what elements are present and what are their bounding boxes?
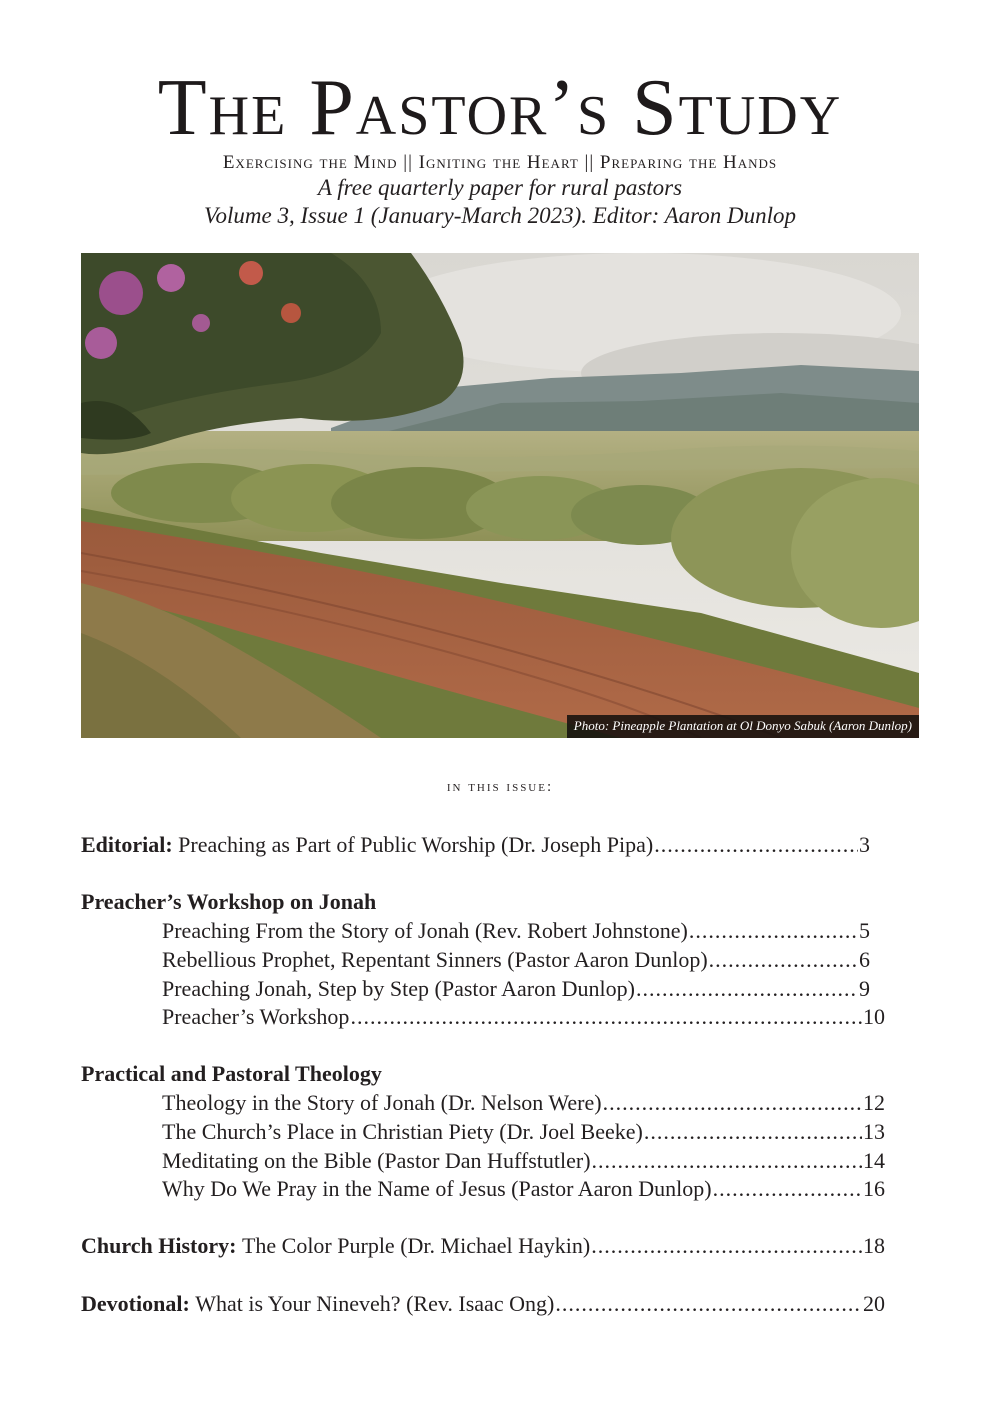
dot-leader [603,1089,862,1117]
toc-title: Rebellious Prophet, Repentant Sinners (Pastor Aaron Dunlop) [162,947,708,972]
toc-page-number: 16 [863,1176,885,1201]
dot-leader [654,831,858,859]
landscape-illustration [81,253,919,738]
section-heading-workshop: Preacher’s Workshop on Jonah [81,889,377,914]
toc-page-number: 13 [863,1119,885,1144]
toc-title: What is Your Nineveh? (Rev. Isaac Ong) [195,1291,555,1316]
toc-entry[interactable] [162,1147,885,1175]
toc-entry[interactable] [162,917,870,945]
photo-caption: Photo: Pineapple Plantation at Ol Donyo Sabuk (Aaron Dunlop) [567,715,919,738]
toc-entry[interactable] [162,1175,885,1203]
toc-page-number: 3 [859,832,870,857]
publication-tagline: Exercising the Mind || Igniting the Heart || Preparing the Hands [222,152,778,173]
toc-page-number: 18 [863,1233,885,1258]
toc-entry[interactable] [162,1118,885,1146]
dot-leader [713,1175,862,1203]
publication-title: The Pastor’s Study [157,64,843,152]
toc-entry[interactable] [162,1003,885,1031]
issue-info: Volume 3, Issue 1 (January-March 2023). Editor: Aaron Dunlop [204,203,796,228]
toc-page-number: 9 [859,976,870,1001]
section-heading-practical: Practical and Pastoral Theology [81,1061,382,1086]
toc-entry[interactable] [162,975,870,1003]
toc-title: Preacher’s Workshop [162,1004,350,1029]
toc-title: The Color Purple (Dr. Michael Haykin) [241,1233,591,1258]
dot-leader [555,1290,862,1318]
toc-page-number: 5 [859,918,870,943]
in-this-issue-heading: in this issue: [446,779,554,795]
masthead [0,66,1000,230]
toc-entry-church-history[interactable] [81,1232,885,1260]
toc-entry[interactable] [162,1089,885,1117]
toc-entry-devotional[interactable] [81,1290,885,1318]
toc-page-number: 14 [863,1148,885,1173]
toc-label: Devotional: [81,1291,190,1316]
toc-entry-editorial[interactable] [81,831,870,859]
toc-entry[interactable] [162,946,870,974]
dot-leader [591,1232,862,1260]
dot-leader [709,946,858,974]
toc-label: Editorial: [81,832,173,857]
toc-title: Theology in the Story of Jonah (Dr. Nelson Were) [162,1090,602,1115]
dot-leader [644,1118,862,1146]
cover-photo [81,253,919,738]
dot-leader [592,1147,862,1175]
dot-leader [350,1003,862,1031]
dot-leader [689,917,858,945]
toc-title: Why Do We Pray in the Name of Jesus (Pastor Aaron Dunlop) [162,1176,712,1201]
toc-title: Meditating on the Bible (Pastor Dan Huffstutler) [162,1148,591,1173]
toc-title: Preaching From the Story of Jonah (Rev. Robert Johnstone) [162,918,688,943]
toc-page-number: 6 [859,947,870,972]
toc-page-number: 10 [863,1004,885,1029]
publication-subtitle: A free quarterly paper for rural pastors [317,175,683,200]
toc-title: Preaching as Part of Public Worship (Dr. Joseph Pipa) [178,832,654,857]
toc-title: The Church’s Place in Christian Piety (Dr. Joel Beeke) [162,1119,643,1144]
toc-page-number: 20 [863,1291,885,1316]
toc-page-number: 12 [863,1090,885,1115]
dot-leader [636,975,858,1003]
toc-title: Preaching Jonah, Step by Step (Pastor Aaron Dunlop) [162,976,635,1001]
toc-label: Church History: [81,1233,237,1258]
